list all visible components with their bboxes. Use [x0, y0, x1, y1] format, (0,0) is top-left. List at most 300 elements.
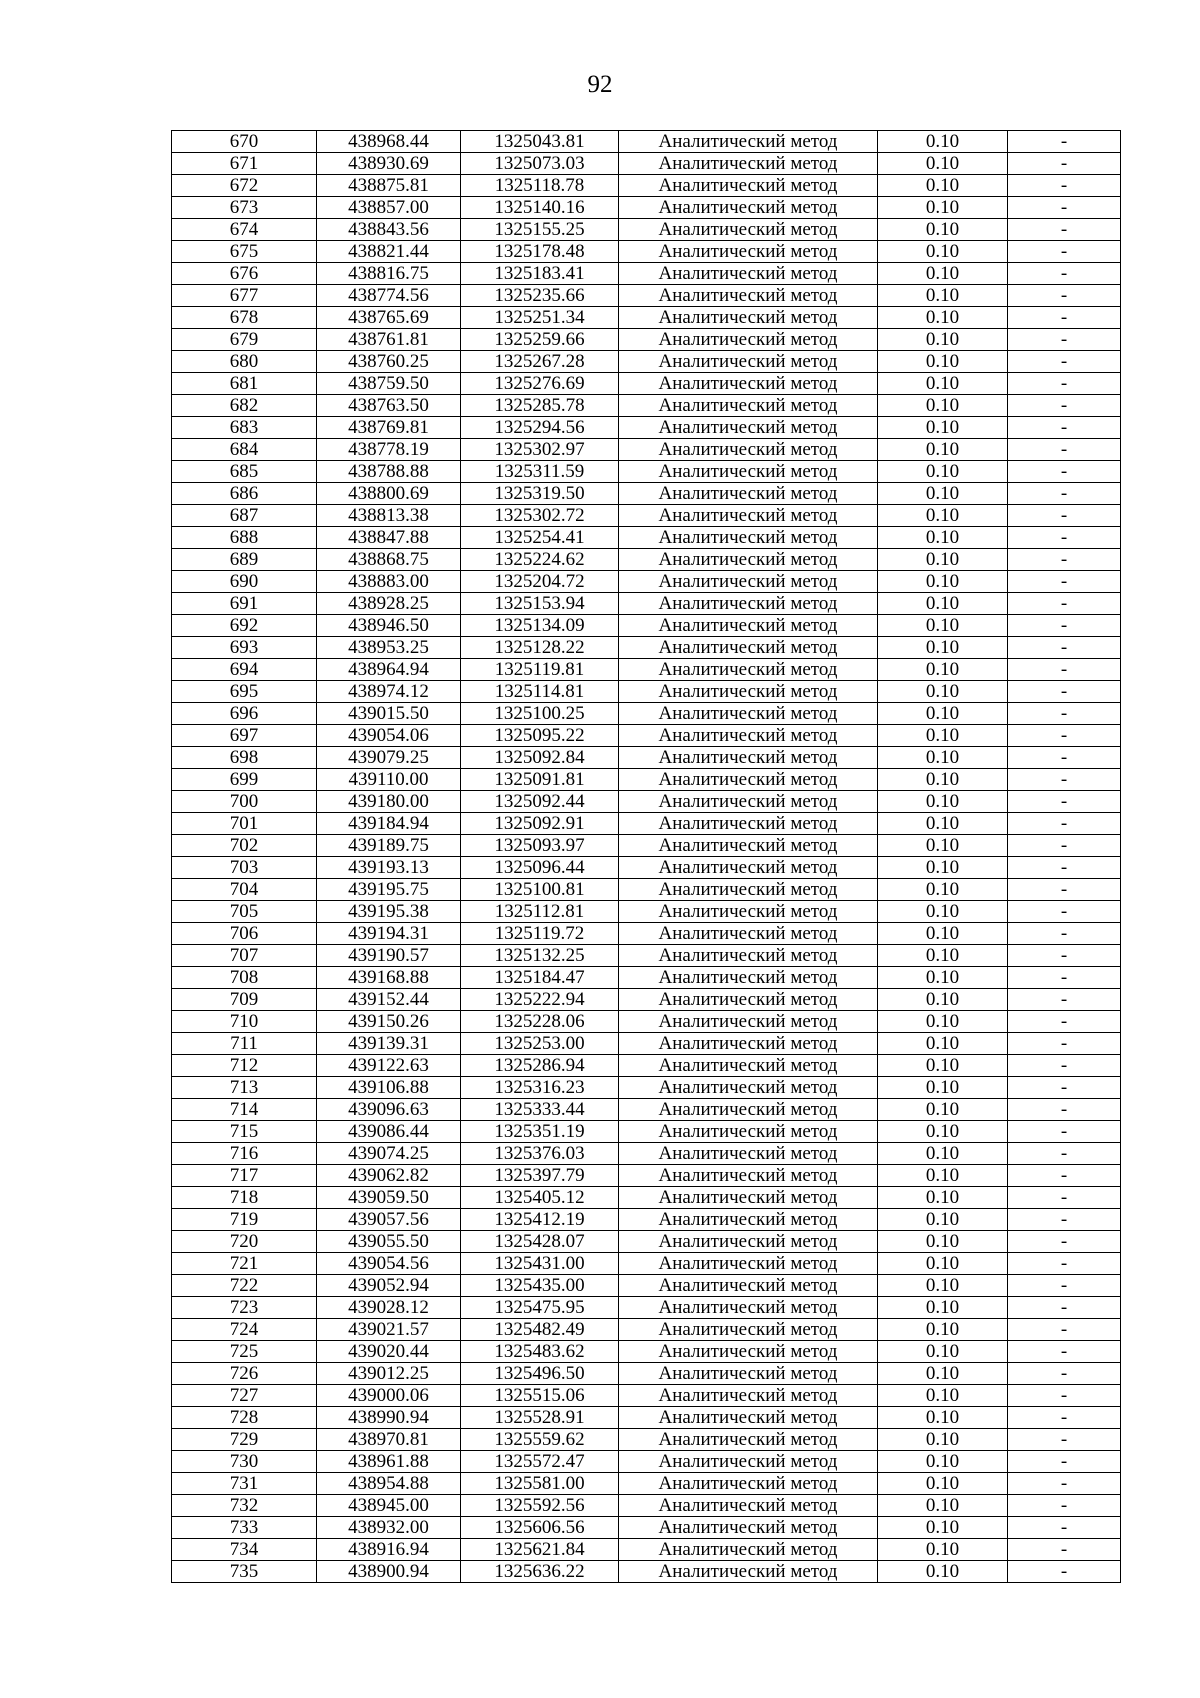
point-number-cell: 673 — [172, 197, 317, 219]
x-coordinate-cell: 438843.56 — [317, 219, 461, 241]
table-row — [172, 967, 1121, 989]
table-row — [172, 1143, 1121, 1165]
table-row — [172, 1473, 1121, 1495]
x-coordinate-cell: 438821.44 — [317, 241, 461, 263]
point-number-cell: 695 — [172, 681, 317, 703]
method-cell: Аналитический метод — [619, 395, 878, 417]
note-cell: - — [1008, 1187, 1121, 1209]
point-number-cell: 676 — [172, 263, 317, 285]
table-row — [172, 1165, 1121, 1187]
x-coordinate-cell: 439096.63 — [317, 1099, 461, 1121]
accuracy-cell: 0.10 — [878, 1275, 1008, 1297]
table-row — [172, 549, 1121, 571]
table-row — [172, 285, 1121, 307]
y-coordinate-cell: 1325276.69 — [461, 373, 619, 395]
point-number-cell: 680 — [172, 351, 317, 373]
x-coordinate-cell: 438928.25 — [317, 593, 461, 615]
accuracy-cell: 0.10 — [878, 1231, 1008, 1253]
table-row — [172, 1341, 1121, 1363]
point-number-cell: 683 — [172, 417, 317, 439]
point-number-cell: 711 — [172, 1033, 317, 1055]
x-coordinate-cell: 439055.50 — [317, 1231, 461, 1253]
y-coordinate-cell: 1325100.81 — [461, 879, 619, 901]
method-cell: Аналитический метод — [619, 285, 878, 307]
point-number-cell: 697 — [172, 725, 317, 747]
x-coordinate-cell: 438945.00 — [317, 1495, 461, 1517]
note-cell: - — [1008, 615, 1121, 637]
point-number-cell: 726 — [172, 1363, 317, 1385]
point-number-cell: 671 — [172, 153, 317, 175]
table-row — [172, 681, 1121, 703]
table-row — [172, 1077, 1121, 1099]
table-row — [172, 593, 1121, 615]
x-coordinate-cell: 438847.88 — [317, 527, 461, 549]
note-cell: - — [1008, 175, 1121, 197]
accuracy-cell: 0.10 — [878, 989, 1008, 1011]
method-cell: Аналитический метод — [619, 813, 878, 835]
accuracy-cell: 0.10 — [878, 1033, 1008, 1055]
y-coordinate-cell: 1325319.50 — [461, 483, 619, 505]
x-coordinate-cell: 439168.88 — [317, 967, 461, 989]
y-coordinate-cell: 1325412.19 — [461, 1209, 619, 1231]
note-cell: - — [1008, 1297, 1121, 1319]
method-cell: Аналитический метод — [619, 307, 878, 329]
y-coordinate-cell: 1325134.09 — [461, 615, 619, 637]
method-cell: Аналитический метод — [619, 1055, 878, 1077]
note-cell: - — [1008, 1473, 1121, 1495]
point-number-cell: 713 — [172, 1077, 317, 1099]
note-cell: - — [1008, 505, 1121, 527]
note-cell: - — [1008, 1011, 1121, 1033]
note-cell: - — [1008, 439, 1121, 461]
note-cell: - — [1008, 483, 1121, 505]
accuracy-cell: 0.10 — [878, 923, 1008, 945]
note-cell: - — [1008, 219, 1121, 241]
method-cell: Аналитический метод — [619, 989, 878, 1011]
y-coordinate-cell: 1325311.59 — [461, 461, 619, 483]
point-number-cell: 704 — [172, 879, 317, 901]
accuracy-cell: 0.10 — [878, 131, 1008, 153]
y-coordinate-cell: 1325286.94 — [461, 1055, 619, 1077]
table-row — [172, 1539, 1121, 1561]
x-coordinate-cell: 438769.81 — [317, 417, 461, 439]
point-number-cell: 688 — [172, 527, 317, 549]
method-cell: Аналитический метод — [619, 901, 878, 923]
table-row — [172, 791, 1121, 813]
note-cell: - — [1008, 1429, 1121, 1451]
table-row — [172, 1385, 1121, 1407]
method-cell: Аналитический метод — [619, 153, 878, 175]
table-row — [172, 1319, 1121, 1341]
x-coordinate-cell: 438765.69 — [317, 307, 461, 329]
method-cell: Аналитический метод — [619, 835, 878, 857]
y-coordinate-cell: 1325100.25 — [461, 703, 619, 725]
accuracy-cell: 0.10 — [878, 637, 1008, 659]
x-coordinate-cell: 439139.31 — [317, 1033, 461, 1055]
method-cell: Аналитический метод — [619, 1121, 878, 1143]
point-number-cell: 717 — [172, 1165, 317, 1187]
y-coordinate-cell: 1325515.06 — [461, 1385, 619, 1407]
table-row — [172, 153, 1121, 175]
method-cell: Аналитический метод — [619, 967, 878, 989]
note-cell: - — [1008, 659, 1121, 681]
accuracy-cell: 0.10 — [878, 1011, 1008, 1033]
method-cell: Аналитический метод — [619, 1451, 878, 1473]
table-row — [172, 1231, 1121, 1253]
table-row — [172, 813, 1121, 835]
y-coordinate-cell: 1325204.72 — [461, 571, 619, 593]
note-cell: - — [1008, 703, 1121, 725]
table-row — [172, 1187, 1121, 1209]
point-number-cell: 700 — [172, 791, 317, 813]
table-row — [172, 901, 1121, 923]
table-row — [172, 1011, 1121, 1033]
point-number-cell: 730 — [172, 1451, 317, 1473]
note-cell: - — [1008, 571, 1121, 593]
x-coordinate-cell: 438763.50 — [317, 395, 461, 417]
accuracy-cell: 0.10 — [878, 329, 1008, 351]
accuracy-cell: 0.10 — [878, 1209, 1008, 1231]
point-number-cell: 728 — [172, 1407, 317, 1429]
method-cell: Аналитический метод — [619, 1319, 878, 1341]
point-number-cell: 734 — [172, 1539, 317, 1561]
note-cell: - — [1008, 395, 1121, 417]
note-cell: - — [1008, 791, 1121, 813]
point-number-cell: 729 — [172, 1429, 317, 1451]
note-cell: - — [1008, 1275, 1121, 1297]
note-cell: - — [1008, 131, 1121, 153]
method-cell: Аналитический метод — [619, 1473, 878, 1495]
x-coordinate-cell: 439079.25 — [317, 747, 461, 769]
point-number-cell: 696 — [172, 703, 317, 725]
note-cell: - — [1008, 1407, 1121, 1429]
x-coordinate-cell: 438946.50 — [317, 615, 461, 637]
table-row — [172, 439, 1121, 461]
y-coordinate-cell: 1325153.94 — [461, 593, 619, 615]
point-number-cell: 718 — [172, 1187, 317, 1209]
point-number-cell: 714 — [172, 1099, 317, 1121]
x-coordinate-cell: 439000.06 — [317, 1385, 461, 1407]
note-cell: - — [1008, 1099, 1121, 1121]
note-cell: - — [1008, 1341, 1121, 1363]
note-cell: - — [1008, 989, 1121, 1011]
method-cell: Аналитический метод — [619, 1407, 878, 1429]
accuracy-cell: 0.10 — [878, 417, 1008, 439]
y-coordinate-cell: 1325235.66 — [461, 285, 619, 307]
table-row — [172, 1253, 1121, 1275]
y-coordinate-cell: 1325482.49 — [461, 1319, 619, 1341]
method-cell: Аналитический метод — [619, 197, 878, 219]
note-cell: - — [1008, 923, 1121, 945]
note-cell: - — [1008, 1033, 1121, 1055]
x-coordinate-cell: 439152.44 — [317, 989, 461, 1011]
note-cell: - — [1008, 945, 1121, 967]
y-coordinate-cell: 1325483.62 — [461, 1341, 619, 1363]
method-cell: Аналитический метод — [619, 1495, 878, 1517]
table-row — [172, 307, 1121, 329]
note-cell: - — [1008, 1561, 1121, 1583]
point-number-cell: 705 — [172, 901, 317, 923]
accuracy-cell: 0.10 — [878, 1473, 1008, 1495]
x-coordinate-cell: 439184.94 — [317, 813, 461, 835]
x-coordinate-cell: 439150.26 — [317, 1011, 461, 1033]
method-cell: Аналитический метод — [619, 439, 878, 461]
method-cell: Аналитический метод — [619, 1297, 878, 1319]
x-coordinate-cell: 439122.63 — [317, 1055, 461, 1077]
x-coordinate-cell: 438774.56 — [317, 285, 461, 307]
note-cell: - — [1008, 1363, 1121, 1385]
accuracy-cell: 0.10 — [878, 461, 1008, 483]
table-row — [172, 725, 1121, 747]
y-coordinate-cell: 1325092.91 — [461, 813, 619, 835]
accuracy-cell: 0.10 — [878, 1429, 1008, 1451]
method-cell: Аналитический метод — [619, 1385, 878, 1407]
accuracy-cell: 0.10 — [878, 1253, 1008, 1275]
y-coordinate-cell: 1325606.56 — [461, 1517, 619, 1539]
accuracy-cell: 0.10 — [878, 197, 1008, 219]
x-coordinate-cell: 439012.25 — [317, 1363, 461, 1385]
accuracy-cell: 0.10 — [878, 615, 1008, 637]
accuracy-cell: 0.10 — [878, 659, 1008, 681]
x-coordinate-cell: 438916.94 — [317, 1539, 461, 1561]
y-coordinate-cell: 1325092.84 — [461, 747, 619, 769]
method-cell: Аналитический метод — [619, 241, 878, 263]
table-row — [172, 395, 1121, 417]
table-row — [172, 1121, 1121, 1143]
y-coordinate-cell: 1325224.62 — [461, 549, 619, 571]
accuracy-cell: 0.10 — [878, 1517, 1008, 1539]
note-cell: - — [1008, 197, 1121, 219]
method-cell: Аналитический метод — [619, 681, 878, 703]
point-number-cell: 694 — [172, 659, 317, 681]
point-number-cell: 710 — [172, 1011, 317, 1033]
method-cell: Аналитический метод — [619, 1165, 878, 1187]
note-cell: - — [1008, 681, 1121, 703]
method-cell: Аналитический метод — [619, 615, 878, 637]
accuracy-cell: 0.10 — [878, 571, 1008, 593]
table-row — [172, 1363, 1121, 1385]
x-coordinate-cell: 438813.38 — [317, 505, 461, 527]
note-cell: - — [1008, 1143, 1121, 1165]
note-cell: - — [1008, 549, 1121, 571]
accuracy-cell: 0.10 — [878, 945, 1008, 967]
accuracy-cell: 0.10 — [878, 1319, 1008, 1341]
accuracy-cell: 0.10 — [878, 1187, 1008, 1209]
x-coordinate-cell: 439190.57 — [317, 945, 461, 967]
point-number-cell: 716 — [172, 1143, 317, 1165]
point-number-cell: 722 — [172, 1275, 317, 1297]
method-cell: Аналитический метод — [619, 505, 878, 527]
point-number-cell: 712 — [172, 1055, 317, 1077]
point-number-cell: 670 — [172, 131, 317, 153]
note-cell: - — [1008, 813, 1121, 835]
y-coordinate-cell: 1325496.50 — [461, 1363, 619, 1385]
table-row — [172, 175, 1121, 197]
accuracy-cell: 0.10 — [878, 835, 1008, 857]
accuracy-cell: 0.10 — [878, 813, 1008, 835]
table-row — [172, 461, 1121, 483]
y-coordinate-cell: 1325155.25 — [461, 219, 619, 241]
point-number-cell: 690 — [172, 571, 317, 593]
x-coordinate-cell: 439028.12 — [317, 1297, 461, 1319]
point-number-cell: 678 — [172, 307, 317, 329]
method-cell: Аналитический метод — [619, 1209, 878, 1231]
accuracy-cell: 0.10 — [878, 351, 1008, 373]
y-coordinate-cell: 1325333.44 — [461, 1099, 619, 1121]
table-row — [172, 1055, 1121, 1077]
point-number-cell: 732 — [172, 1495, 317, 1517]
coordinates-table-body — [172, 131, 1121, 1583]
method-cell: Аналитический метод — [619, 725, 878, 747]
y-coordinate-cell: 1325091.81 — [461, 769, 619, 791]
point-number-cell: 691 — [172, 593, 317, 615]
accuracy-cell: 0.10 — [878, 439, 1008, 461]
method-cell: Аналитический метод — [619, 1539, 878, 1561]
accuracy-cell: 0.10 — [878, 1407, 1008, 1429]
y-coordinate-cell: 1325095.22 — [461, 725, 619, 747]
y-coordinate-cell: 1325092.44 — [461, 791, 619, 813]
point-number-cell: 733 — [172, 1517, 317, 1539]
point-number-cell: 672 — [172, 175, 317, 197]
note-cell: - — [1008, 1319, 1121, 1341]
x-coordinate-cell: 438800.69 — [317, 483, 461, 505]
accuracy-cell: 0.10 — [878, 1341, 1008, 1363]
method-cell: Аналитический метод — [619, 373, 878, 395]
y-coordinate-cell: 1325114.81 — [461, 681, 619, 703]
note-cell: - — [1008, 351, 1121, 373]
x-coordinate-cell: 438868.75 — [317, 549, 461, 571]
x-coordinate-cell: 439110.00 — [317, 769, 461, 791]
note-cell: - — [1008, 1517, 1121, 1539]
method-cell: Аналитический метод — [619, 879, 878, 901]
accuracy-cell: 0.10 — [878, 549, 1008, 571]
accuracy-cell: 0.10 — [878, 1363, 1008, 1385]
point-number-cell: 735 — [172, 1561, 317, 1583]
table-row — [172, 263, 1121, 285]
point-number-cell: 699 — [172, 769, 317, 791]
table-row — [172, 483, 1121, 505]
note-cell: - — [1008, 1495, 1121, 1517]
note-cell: - — [1008, 1209, 1121, 1231]
method-cell: Аналитический метод — [619, 703, 878, 725]
accuracy-cell: 0.10 — [878, 1297, 1008, 1319]
table-row — [172, 1517, 1121, 1539]
method-cell: Аналитический метод — [619, 1253, 878, 1275]
note-cell: - — [1008, 901, 1121, 923]
coordinates-table — [171, 130, 1121, 1583]
note-cell: - — [1008, 1055, 1121, 1077]
method-cell: Аналитический метод — [619, 1099, 878, 1121]
method-cell: Аналитический метод — [619, 923, 878, 945]
y-coordinate-cell: 1325178.48 — [461, 241, 619, 263]
accuracy-cell: 0.10 — [878, 725, 1008, 747]
point-number-cell: 731 — [172, 1473, 317, 1495]
point-number-cell: 715 — [172, 1121, 317, 1143]
y-coordinate-cell: 1325119.72 — [461, 923, 619, 945]
note-cell: - — [1008, 725, 1121, 747]
y-coordinate-cell: 1325184.47 — [461, 967, 619, 989]
note-cell: - — [1008, 1121, 1121, 1143]
page-number: 92 — [587, 71, 613, 98]
table-row — [172, 1033, 1121, 1055]
note-cell: - — [1008, 879, 1121, 901]
x-coordinate-cell: 438788.88 — [317, 461, 461, 483]
table-row — [172, 659, 1121, 681]
table-row — [172, 505, 1121, 527]
point-number-cell: 698 — [172, 747, 317, 769]
note-cell: - — [1008, 307, 1121, 329]
point-number-cell: 692 — [172, 615, 317, 637]
x-coordinate-cell: 438778.19 — [317, 439, 461, 461]
note-cell: - — [1008, 857, 1121, 879]
method-cell: Аналитический метод — [619, 1275, 878, 1297]
table-row — [172, 571, 1121, 593]
y-coordinate-cell: 1325294.56 — [461, 417, 619, 439]
x-coordinate-cell: 439054.56 — [317, 1253, 461, 1275]
accuracy-cell: 0.10 — [878, 879, 1008, 901]
x-coordinate-cell: 438974.12 — [317, 681, 461, 703]
method-cell: Аналитический метод — [619, 1429, 878, 1451]
note-cell: - — [1008, 835, 1121, 857]
table-row — [172, 1099, 1121, 1121]
table-row — [172, 1561, 1121, 1583]
table-row — [172, 351, 1121, 373]
accuracy-cell: 0.10 — [878, 483, 1008, 505]
x-coordinate-cell: 439194.31 — [317, 923, 461, 945]
method-cell: Аналитический метод — [619, 593, 878, 615]
accuracy-cell: 0.10 — [878, 769, 1008, 791]
method-cell: Аналитический метод — [619, 1517, 878, 1539]
y-coordinate-cell: 1325267.28 — [461, 351, 619, 373]
table-row — [172, 1209, 1121, 1231]
point-number-cell: 686 — [172, 483, 317, 505]
point-number-cell: 675 — [172, 241, 317, 263]
point-number-cell: 723 — [172, 1297, 317, 1319]
accuracy-cell: 0.10 — [878, 219, 1008, 241]
x-coordinate-cell: 438930.69 — [317, 153, 461, 175]
accuracy-cell: 0.10 — [878, 857, 1008, 879]
accuracy-cell: 0.10 — [878, 527, 1008, 549]
table-row — [172, 329, 1121, 351]
point-number-cell: 703 — [172, 857, 317, 879]
x-coordinate-cell: 438990.94 — [317, 1407, 461, 1429]
x-coordinate-cell: 439195.75 — [317, 879, 461, 901]
y-coordinate-cell: 1325428.07 — [461, 1231, 619, 1253]
table-row — [172, 1429, 1121, 1451]
y-coordinate-cell: 1325118.78 — [461, 175, 619, 197]
method-cell: Аналитический метод — [619, 1187, 878, 1209]
y-coordinate-cell: 1325093.97 — [461, 835, 619, 857]
method-cell: Аналитический метод — [619, 1561, 878, 1583]
x-coordinate-cell: 438875.81 — [317, 175, 461, 197]
x-coordinate-cell: 439189.75 — [317, 835, 461, 857]
method-cell: Аналитический метод — [619, 1231, 878, 1253]
table-row — [172, 1451, 1121, 1473]
accuracy-cell: 0.10 — [878, 175, 1008, 197]
point-number-cell: 677 — [172, 285, 317, 307]
method-cell: Аналитический метод — [619, 461, 878, 483]
x-coordinate-cell: 438961.88 — [317, 1451, 461, 1473]
x-coordinate-cell: 438968.44 — [317, 131, 461, 153]
x-coordinate-cell: 438932.00 — [317, 1517, 461, 1539]
table-row — [172, 945, 1121, 967]
method-cell: Аналитический метод — [619, 483, 878, 505]
method-cell: Аналитический метод — [619, 417, 878, 439]
x-coordinate-cell: 439015.50 — [317, 703, 461, 725]
point-number-cell: 674 — [172, 219, 317, 241]
x-coordinate-cell: 438857.00 — [317, 197, 461, 219]
accuracy-cell: 0.10 — [878, 263, 1008, 285]
